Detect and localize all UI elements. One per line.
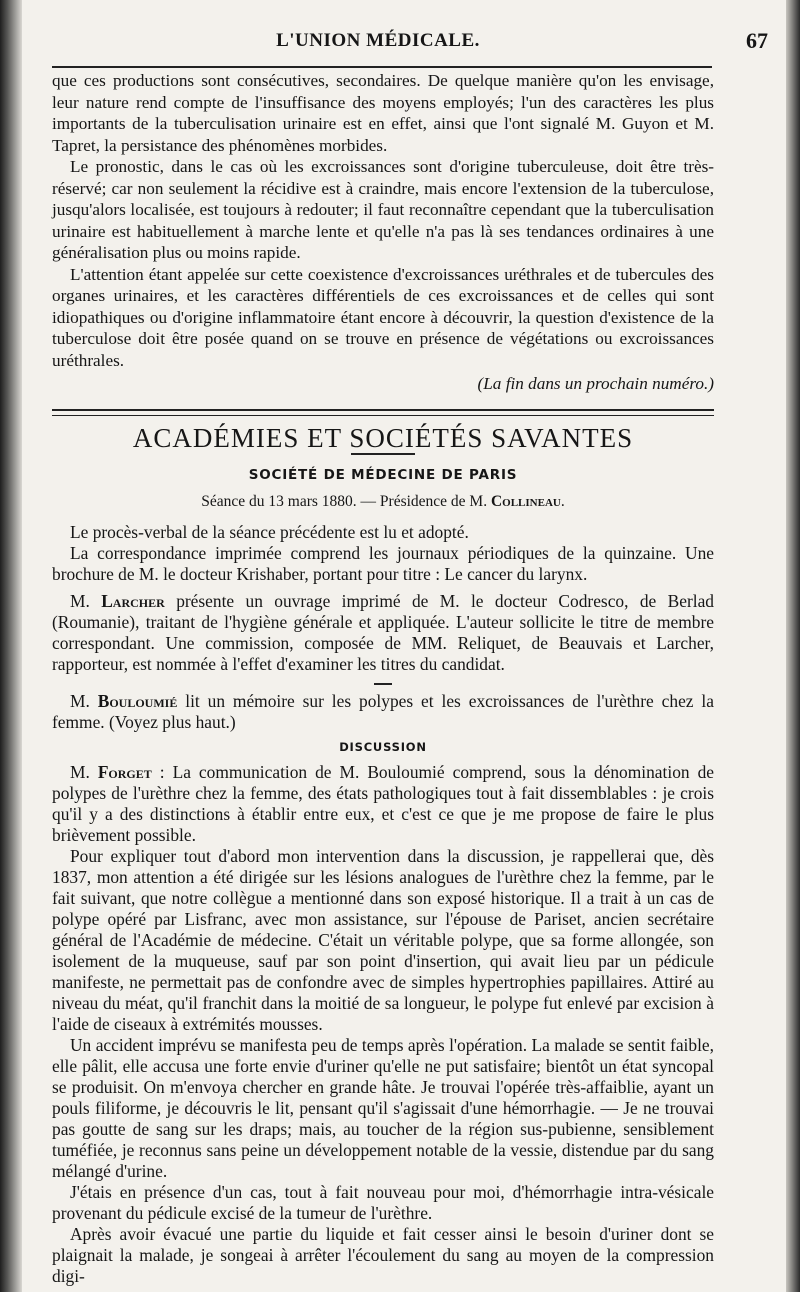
paragraph-text: : La communication de M. Bouloumié comprend, sous la dénomination de polypes de l'urèthre chez la femme, des états pathologiques tout à fait dissemblables : je crois qu'il y a des distinctions à établir entre eux, et c'est ce que je me propose de faire le plus brièvement possible. <box>52 762 714 845</box>
discussion-paragraph <box>52 762 714 846</box>
speaker-name: Forget <box>97 762 152 782</box>
page-header <box>52 26 768 60</box>
session-line <box>52 491 714 513</box>
article-paragraph: L'attention étant appelée sur cette coexistence d'excroissances uréthrales et de tubercules des organes urinaires, et les caractères différentiels de ces excroissances et de celles qui sont idiopathiques ou d'origine inflammatoire étant encore à découvrir, la question d'existence de la tuberculose doit être posée quand on se trouve en présence de végétations ou excroissances uréthrales. <box>52 264 714 370</box>
speaker-name: Larcher <box>101 591 165 611</box>
minutes <box>52 522 714 1287</box>
speaker-name: Bouloumié <box>97 691 178 711</box>
speaker-prefix: M. <box>70 762 98 782</box>
session-end: . <box>560 492 565 510</box>
page-right-shadow <box>786 0 800 1292</box>
society-name: SOCIÉTÉ DE MÉDECINE DE PARIS <box>248 467 518 483</box>
section-title: ACADÉMIES ET SOCIÉTÉS SAVANTES <box>132 422 634 453</box>
article-paragraph: que ces productions sont consécutives, secondaires. De quelque manière qu'on les envisage, leur nature rend compte de l'insuffisance des moyens employés; l'un des caractères les plus importants de la tuberculisation urinaire est en effet, ainsi que l'ont signalé M. Guyon et M. Tapret, la persistance des phénomènes morbides. <box>52 71 714 155</box>
discussion-paragraph: Pour expliquer tout d'abord mon intervention dans la discussion, je rappellerai que, dès 1837, mon attention a été dirigée sur les lésions analogues de l'urèthre chez la femme, par le fait suivant, que notre collègue a mentionné dans son exposé historique. Il a trait à un cas de polype opéré par Lisfranc, avec mon assistance, sur l'épouse de Pariset, ancien secrétaire général de l'Académie de médecine. C'était un véritable polype, que sa forme allongée, son isolement de la muqueuse, sauf par son point d'insertion, qui avait lieu par un pédicule manifeste, ne permettait pas de confondre avec de simples hypertrophies papillaires. Attiré au niveau du méat, qu'il franchit dans la moitié de sa longueur, le polype fut enlevé par excision à l'aide de ciseaux à extrémités mousses. <box>52 846 714 1034</box>
title-underline <box>351 453 415 455</box>
minutes-paragraph <box>52 691 714 733</box>
article-paragraph: Le pronostic, dans le cas où les excroissances sont d'origine tuberculeuse, doit être très-réservé; car non seulement la récidive est à craindre, mais encore l'extension de la tuberculose, jusqu'alors localisée, est toujours à redouter; il faut reconnaître cependant que la tuberculisation urinaire est habituellement à marche lente et qu'elle n'a pas là ses tendances ordinaires à une généralisation plus ou moins rapide. <box>52 157 714 262</box>
continuation-note: (La fin dans un prochain numéro.) <box>477 374 714 393</box>
discussion-paragraph: Un accident imprévu se manifesta peu de temps après l'opération. La malade se sentit faible, elle pâlit, elle accusa une forte envie d'uriner qu'elle ne put satisfaire; bientôt un état syncopal se produisit. On m'envoya chercher en grande hâte. Je trouvai l'opérée très-affaiblie, ayant un pouls filiforme, je découvris le lit, pensant qu'il s'agissait d'une hémorrhagie. — Je ne trouvai pas goutte de sang sur les draps; mais, au toucher de la région sus-pubienne, sensiblement tuméfiée, je reconnus sans peine un développement notable de la vessie, distendue par du sang mélangé d'urine. <box>52 1035 714 1181</box>
page-body <box>52 70 714 1287</box>
paragraph-text: lit un mémoire sur les polypes et les excroissances de l'urèthre chez la femme. (Voyez plus haut.) <box>52 691 714 732</box>
paragraph-text: présente un ouvrage imprimé de M. le docteur Codresco, de Berlad (Roumanie), traitant de l'hygiène générale et appliquée. L'auteur sollicite le titre de membre correspondant. Une commission, composée de MM. Reliquet, de Beauvais et Larcher, rapporteur, est nommée à l'effet d'examiner les titres du candidat. <box>52 591 714 674</box>
section-divider <box>52 409 714 416</box>
discussion-heading: DISCUSSION <box>339 740 427 754</box>
minutes-paragraph: Le procès-verbal de la séance précédente est lu et adopté. <box>70 522 469 542</box>
session-text: Séance du 13 mars 1880. — Présidence de M. <box>201 492 491 510</box>
speaker-prefix: M. <box>70 691 98 711</box>
discussion-paragraph: Après avoir évacué une partie du liquide et fait cesser ainsi le besoin d'uriner dont se plaignait la malade, je songeai à arrêter l'écoulement du sang au moyen de la compression digi- <box>52 1224 714 1286</box>
header-rule <box>52 66 712 68</box>
minutes-paragraph <box>52 591 714 675</box>
discussion-paragraph: J'étais en présence d'un cas, tout à fait nouveau pour moi, d'hémorrhagie intra-vésicale provenant du pédicule excisé de la tumeur de l'urèthre. <box>52 1182 714 1223</box>
page-left-shadow <box>0 0 22 1292</box>
speaker-prefix: M. <box>70 591 102 611</box>
separator-rule <box>374 683 392 685</box>
page-number: 67 <box>746 28 768 53</box>
president-name: Collineau <box>490 492 561 510</box>
minutes-paragraph: La correspondance imprimée comprend les journaux périodiques de la quinzaine. Une brochure de M. le docteur Krishaber, portant pour titre : Le cancer du larynx. <box>52 543 714 584</box>
running-title: L'UNION MÉDICALE. <box>276 30 480 51</box>
